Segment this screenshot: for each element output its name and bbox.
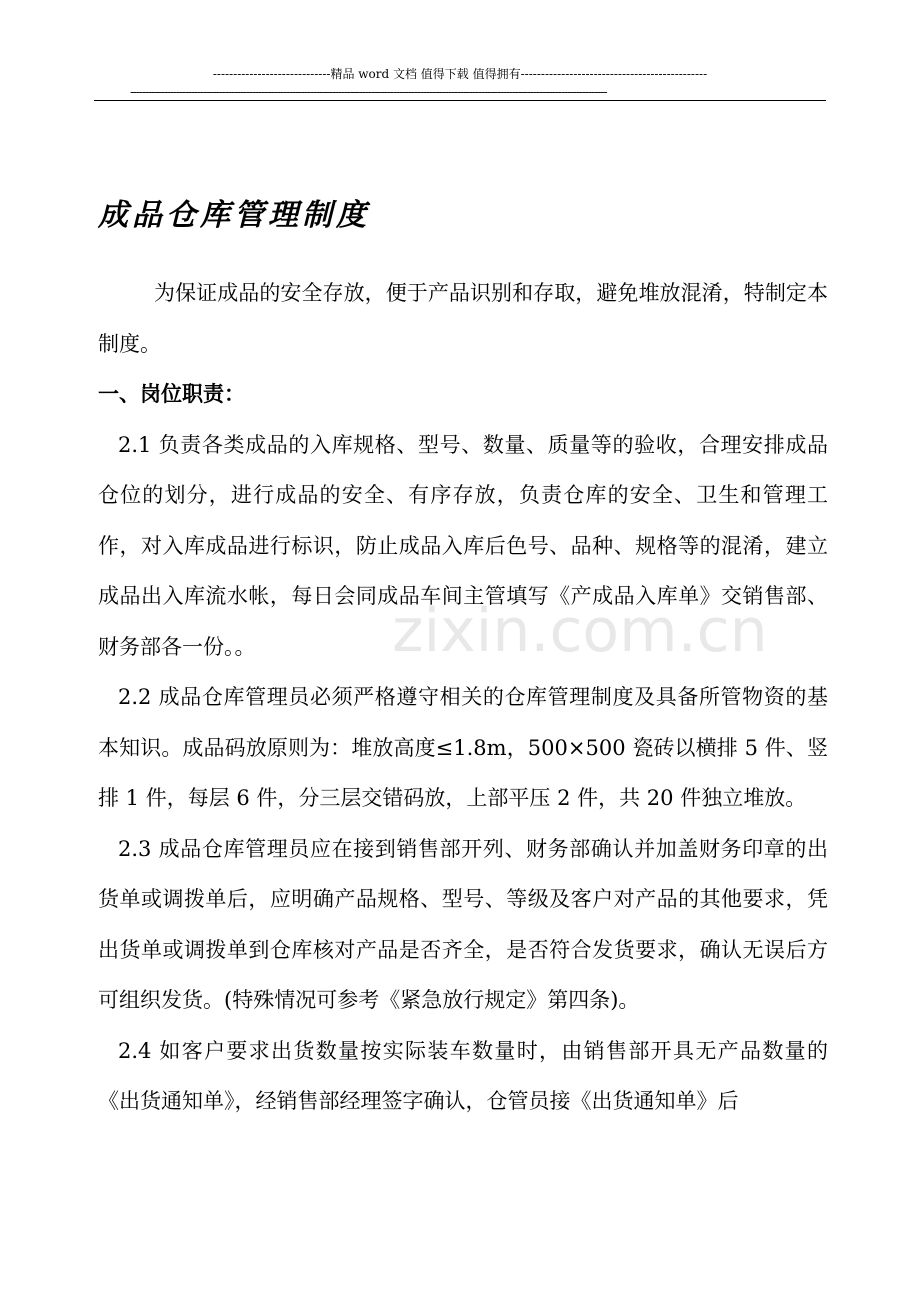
duty-item-2-4: 2.4 如客户要求出货数量按实际装车数量时，由销售部开具无产品数量的《出货通知单》，经销售部经理签字确认，仓管员接《出货通知单》后	[98, 1038, 828, 1113]
duty-item-2-3: 2.3 成品仓库管理员应在接到销售部开列、财务部确认并加盖财务印章的出货单或调拨单后，应明确产品规格、型号、等级及客户对产品的其他要求，凭出货单或调拨单到仓库核对产品是否齐全，是否符合发货要求，确认无误后方可组织发货。(特殊情况可参考《紧急放行规定》第四条)。	[98, 836, 828, 1012]
intro-paragraph: 为保证成品的安全存放，便于产品识别和存取，避免堆放混淆，特制定本制度。	[98, 281, 828, 356]
watermark: zixin.com.cn	[392, 596, 768, 666]
header-dash-line: ------------------------------------------------------------------------------------------------------------------------------------------------------------	[130, 86, 607, 98]
header-tagline: -----------------------------精品 word 文档 值得下载 值得拥有----------------------------------------------	[212, 67, 708, 81]
section-heading-duties: 一、岗位职责：	[98, 381, 245, 406]
duty-item-2-2: 2.2 成品仓库管理员必须严格遵守相关的仓库管理制度及具备所管物资的基本知识。成品码放原则为：堆放高度≤1.8m，500×500 瓷砖以横排 5 件、竖排 1 件，每层 6 件，分三层交错码放，上部平压 2 件，共 20 件独立堆放。	[98, 685, 828, 810]
document-body	[98, 268, 828, 1127]
document-title: 成品仓库管理制度	[98, 198, 370, 233]
duty-item-2-1: 2.1 负责各类成品的入库规格、型号、数量、质量等的验收，合理安排成品仓位的划分，进行成品的安全、有序存放，负责仓库的安全、卫生和管理工作，对入库成品进行标识，防止成品入库后色号、品种、规格等的混淆，建立成品出入库流水帐，每日会同成品车间主管填写《产成品入库单》交销售部、财务部各一份。。	[98, 432, 828, 659]
header-divider	[94, 100, 826, 101]
